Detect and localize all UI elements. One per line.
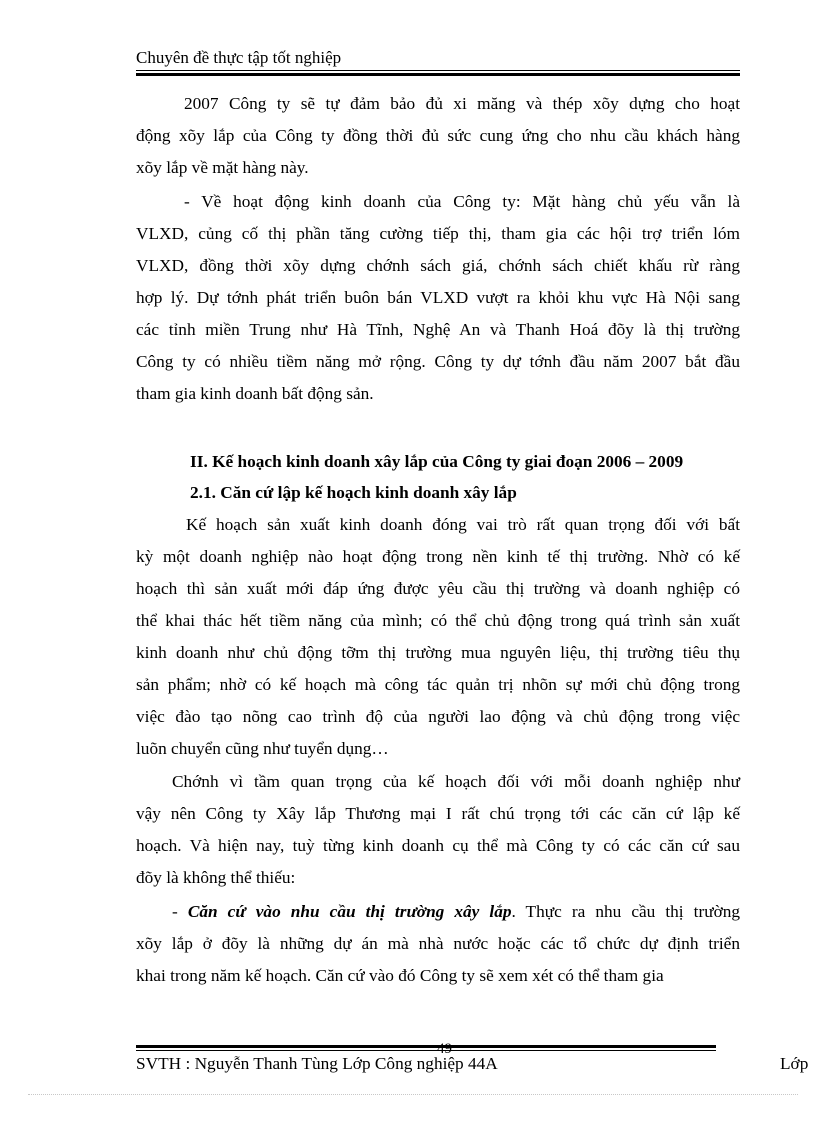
paragraph-line: VLXD, đồng thời xõy dựng chớnh sách giá, chớnh sách chiết khấu rừ ràng bbox=[136, 256, 740, 275]
paragraph-line: luõn chuyển cũng như tuyển dụng… bbox=[136, 739, 389, 758]
paragraph-line: 2007 Công ty sẽ tự đảm bảo đủ xi măng và thép xõy dựng cho hoạt bbox=[184, 94, 740, 113]
header-rule-thin bbox=[136, 70, 740, 71]
paragraph-line: thể khai thác hết tiềm năng của mình; có thể chủ động trong quá trình sản xuất bbox=[136, 611, 740, 630]
paragraph-line: hoạch. Và hiện nay, tuỳ từng kinh doanh cụ thể mà Công ty có các căn cứ sau bbox=[136, 836, 740, 855]
paragraph-line: - Về hoạt động kinh doanh của Công ty: Mặt hàng chủ yếu vẫn là bbox=[184, 192, 740, 211]
lead-rest: . Thực ra nhu cầu thị trường bbox=[511, 902, 741, 921]
footer-rule-thin bbox=[136, 1050, 716, 1051]
running-header: Chuyên đề thực tập tốt nghiệp bbox=[136, 48, 342, 67]
paragraph-line: khai trong năm kế hoạch. Căn cứ vào đó Công ty sẽ xem xét có thể tham gia bbox=[136, 966, 664, 985]
subsection-heading: 2.1. Căn cứ lập kế hoạch kinh doanh xây lắp bbox=[190, 483, 517, 502]
paragraph-line: Kế hoạch sản xuất kinh doanh đóng vai trò rất quan trọng đối với bất bbox=[186, 515, 740, 534]
paragraph-line: sản phẩm; nhờ có kế hoạch mà công tác quản trị nhõn sự mới chủ động trong bbox=[136, 675, 740, 694]
lead-emphasis: Căn cứ vào nhu cầu thị trường xây lắp bbox=[187, 902, 512, 921]
paragraph-line: hợp lý. Dự tớnh phát triển buôn bán VLXD vượt ra khỏi khu vực Hà Nội sang bbox=[136, 288, 740, 307]
paragraph-line: động xõy lắp của Công ty đồng thời đủ sức cung ứng cho nhu cầu khách hàng bbox=[136, 126, 740, 145]
footer-rule-thick bbox=[136, 1045, 716, 1048]
paragraph-line: VLXD, củng cố thị phần tăng cường tiếp thị, tham gia các hội trợ triển lóm bbox=[136, 224, 740, 243]
lead-prefix: - bbox=[172, 902, 188, 921]
paragraph-line: việc đào tạo nõng cao trình độ của người lao động và chủ động trong việc bbox=[136, 707, 740, 726]
header-rule-thick bbox=[136, 73, 740, 76]
paragraph-line: hoạch thì sản xuất mới đáp ứng được yêu cầu thị trường và doanh nghiệp có bbox=[136, 579, 740, 598]
footer-author: SVTH : Nguyễn Thanh Tùng Lớp Công nghiệp 44A bbox=[136, 1054, 498, 1073]
footer-class: Lớp bbox=[780, 1054, 809, 1073]
paragraph-line: xõy lắp về mặt hàng này. bbox=[136, 158, 309, 177]
paragraph-lead-line bbox=[172, 900, 740, 924]
paragraph-line: kỳ một doanh nghiệp nào hoạt động trong nền kinh tế thị trường. Nhờ có kế bbox=[136, 547, 740, 566]
paragraph-line: tham gia kinh doanh bất động sản. bbox=[136, 384, 374, 403]
paragraph-line: Công ty có nhiều tiềm năng mở rộng. Công ty dự tớnh đầu năm 2007 bắt đầu bbox=[136, 352, 740, 371]
paragraph-line: kinh doanh như chủ động tỡm thị trường mua nguyên liệu, thị trường tiêu thụ bbox=[136, 643, 740, 662]
page-number: 49 bbox=[437, 1041, 452, 1057]
paragraph-line: Chớnh vì tầm quan trọng của kế hoạch đối với mỗi doanh nghiệp như bbox=[172, 772, 740, 791]
paragraph-line: các tỉnh miền Trung như Hà Tĩnh, Nghệ An và Thanh Hoá đõy là thị trường bbox=[136, 320, 740, 339]
paragraph-line: xõy lắp ở đõy là những dự án mà nhà nước hoặc các tổ chức dự định triển bbox=[136, 934, 740, 953]
paragraph-line: vậy nên Công ty Xây lắp Thương mại I rất chú trọng tới các căn cứ lập kế bbox=[136, 804, 740, 823]
paragraph-line: đõy là không thể thiếu: bbox=[136, 868, 296, 887]
page-bottom-dotted-border bbox=[28, 1094, 798, 1095]
section-heading: II. Kế hoạch kinh doanh xây lắp của Công ty giai đoạn 2006 – 2009 bbox=[190, 452, 684, 471]
